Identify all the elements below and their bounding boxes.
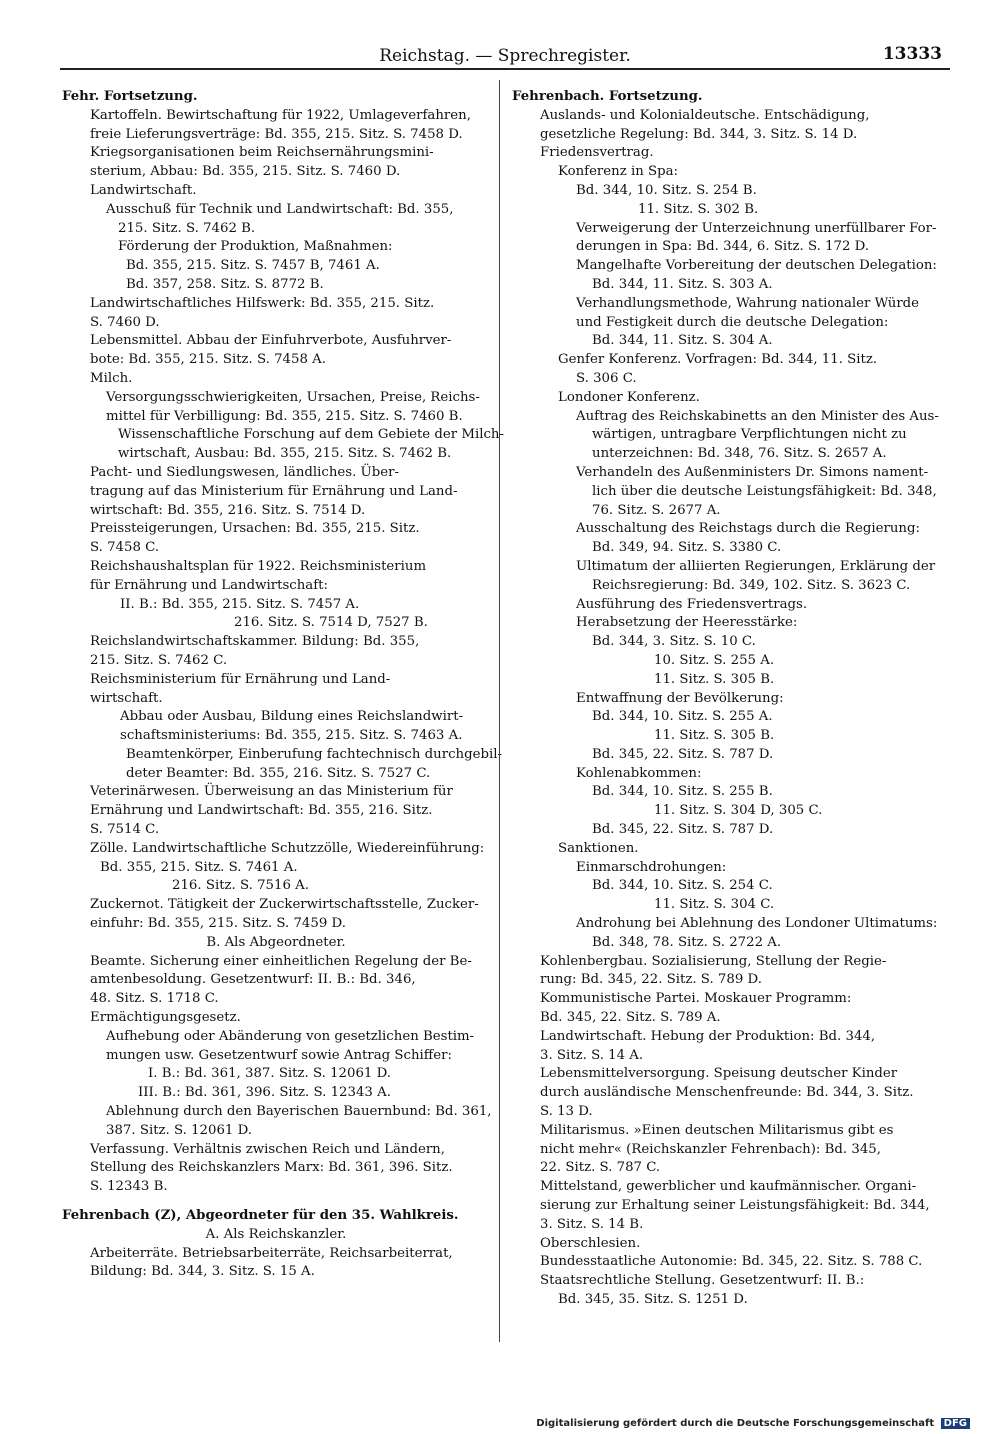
left-column-line: Stellung des Reichskanzlers Marx: Bd. 361, 396. Sitz. (90, 1160, 453, 1176)
left-column-line: S. 12343 B. (90, 1179, 168, 1195)
right-column-line: Londoner Konferenz. (558, 389, 700, 405)
left-column-line: Bd. 357, 258. Sitz. S. 8772 B. (126, 276, 324, 292)
section-heading: A. Als Reichskanzler. (205, 1226, 347, 1242)
left-column-line: Bd. 355, 215. Sitz. S. 7457 B, 7461 A. (126, 258, 380, 274)
right-column-line: S. 13 D. (540, 1104, 593, 1120)
left-column-line: Abbau oder Ausbau, Bildung eines Reichslandwirt- (120, 709, 464, 725)
left-column-line: tragung auf das Ministerium für Ernährung und Land- (90, 483, 458, 499)
right-column-line: Bundesstaatliche Autonomie: Bd. 345, 22. Sitz. S. 788 C. (540, 1254, 923, 1270)
left-column-line: Reichsministerium für Ernährung und Land- (90, 671, 391, 687)
right-column-line: Bd. 344, 3. Sitz. S. 10 C. (592, 634, 756, 650)
section-heading: B. Als Abgeordneter. (206, 934, 346, 950)
left-column-line: mungen usw. Gesetzentwurf sowie Antrag Schiffer: (106, 1047, 452, 1063)
right-column-line: Ausführung des Friedensvertrags. (576, 596, 808, 612)
right-column-line: 11. Sitz. S. 305 B. (654, 728, 775, 744)
right-column-line: Bd. 345, 35. Sitz. S. 1251 D. (558, 1292, 748, 1307)
right-column-line: Bd. 345, 22. Sitz. S. 787 D. (592, 822, 774, 838)
right-column-line: Kohlenabkommen: (576, 765, 702, 781)
footer-credit (536, 1418, 970, 1429)
right-column-line: Bd. 345, 22. Sitz. S. 789 A. (540, 1010, 721, 1026)
right-column-line: Lebensmittelversorgung. Speisung deutscher Kinder (540, 1066, 898, 1082)
left-column-line: deter Beamter: Bd. 355, 216. Sitz. S. 7527 C. (126, 765, 431, 781)
left-column-line: Ermächtigungsgesetz. (90, 1010, 241, 1026)
right-column-line: Verhandeln des Außenministers Dr. Simons nament- (576, 464, 929, 480)
left-column-line: Ablehnung durch den Bayerischen Bauernbund: Bd. 361, (106, 1104, 492, 1120)
left-column-line: Ausschuß für Technik und Landwirtschaft: Bd. 355, (106, 201, 454, 217)
left-column-line: 387. Sitz. S. 12061 D. (106, 1122, 253, 1138)
right-column-line: 22. Sitz. S. 787 C. (540, 1160, 661, 1176)
header-rule (60, 68, 950, 70)
left-column-line: Förderung der Produktion, Maßnahmen: (118, 239, 393, 255)
left-column-line: Reichshaushaltsplan für 1922. Reichsministerium (90, 558, 427, 574)
column-divider (499, 80, 500, 1342)
left-column-line: 216. Sitz. S. 7514 D, 7527 B. (234, 615, 428, 631)
left-column-line: Veterinärwesen. Überweisung an das Ministerium für (90, 784, 453, 800)
left-column-line: wirtschaft: Bd. 355, 216. Sitz. S. 7514 D. (90, 502, 366, 518)
right-column-line: Bd. 345, 22. Sitz. S. 787 D. (592, 746, 774, 762)
right-column-line: Verhandlungsmethode, Wahrung nationaler Würde (576, 295, 920, 311)
left-column-line: für Ernährung und Landwirtschaft: (90, 577, 328, 593)
right-column-line: Bd. 344, 10. Sitz. S. 255 B. (592, 784, 773, 800)
right-column-line: unterzeichnen: Bd. 348, 76. Sitz. S. 2657 A. (592, 446, 887, 462)
left-column-line: 48. Sitz. S. 1718 C. (90, 991, 219, 1007)
left-column-line: 215. Sitz. S. 7462 C. (90, 652, 228, 668)
right-column-line: Einmarschdrohungen: (576, 859, 727, 875)
left-column-line: Ernährung und Landwirtschaft: Bd. 355, 216. Sitz. (90, 803, 433, 819)
right-column-line: Auftrag des Reichskabinetts an den Minister des Aus- (576, 408, 939, 424)
right-column (512, 88, 942, 1310)
left-column-line: Preissteigerungen, Ursachen: Bd. 355, 215. Sitz. (90, 521, 420, 537)
left-column-line: Bd. 355, 215. Sitz. S. 7461 A. (100, 859, 298, 875)
left-column-line: S. 7458 C. (90, 540, 160, 556)
spacer (62, 1197, 490, 1207)
left-column (62, 88, 504, 1282)
left-column-line: Aufhebung oder Abänderung von gesetzlichen Bestim- (106, 1028, 475, 1044)
right-column-line: 10. Sitz. S. 255 A. (654, 652, 775, 668)
right-column-line: 11. Sitz. S. 304 C. (654, 897, 775, 913)
right-column-line: Reichsregierung: Bd. 349, 102. Sitz. S. 3623 C. (592, 577, 911, 593)
right-column-line: Kohlenbergbau. Sozialisierung, Stellung der Regie- (540, 953, 887, 969)
right-column-line: S. 306 C. (576, 370, 637, 386)
right-column-line: Bd. 344, 11. Sitz. S. 303 A. (592, 276, 773, 292)
right-column-line: Friedensvertrag. (540, 145, 654, 161)
right-column-line: 11. Sitz. S. 302 B. (638, 201, 759, 217)
right-column-line: Androhung bei Ablehnung des Londoner Ultimatums: (576, 916, 938, 932)
right-column-line: Landwirtschaft. Hebung der Produktion: Bd. 344, (540, 1028, 876, 1044)
right-column-line: Ultimatum der alliierten Regierungen, Erklärung der (576, 558, 936, 574)
right-column-line: Ausschaltung des Reichstags durch die Regierung: (576, 521, 920, 537)
right-column-line: Oberschlesien. (540, 1235, 641, 1251)
right-column-line: sierung zur Erhaltung seiner Leistungsfähigkeit: Bd. 344, (540, 1198, 930, 1214)
right-column-line: Mangelhafte Vorbereitung der deutschen Delegation: (576, 258, 937, 274)
right-column-line: 11. Sitz. S. 304 D, 305 C. (654, 803, 823, 819)
right-column-line: Staatsrechtliche Stellung. Gesetzentwurf: II. B.: (540, 1273, 865, 1289)
entry-heading: Fehrenbach (Z), Abgeordneter für den 35. Wahlkreis. (62, 1208, 459, 1224)
left-column-line: Beamtenkörper, Einberufung fachtechnisch durchgebil- (126, 746, 503, 762)
left-column-line: Landwirtschaft. (90, 182, 197, 198)
left-column-line: I. B.: Bd. 361, 387. Sitz. S. 12061 D. (148, 1066, 392, 1082)
left-column-line: bote: Bd. 355, 215. Sitz. S. 7458 A. (90, 352, 326, 368)
right-column-line: Bd. 349, 94. Sitz. S. 3380 C. (592, 540, 782, 556)
left-column-line: Lebensmittel. Abbau der Einfuhrverbote, Ausfuhrver- (90, 333, 452, 349)
right-column-line: Genfer Konferenz. Vorfragen: Bd. 344, 11. Sitz. (558, 352, 878, 368)
right-column-line: und Festigkeit durch die deutsche Delegation: (576, 314, 889, 330)
left-column-line: mittel für Verbilligung: Bd. 355, 215. Sitz. S. 7460 B. (106, 408, 463, 424)
right-column-line: rung: Bd. 345, 22. Sitz. S. 789 D. (540, 972, 762, 988)
right-column-line: Kommunistische Partei. Moskauer Programm: (540, 991, 852, 1007)
entry-heading: Fehr. Fortsetzung. (62, 89, 198, 104)
left-column-line: 215. Sitz. S. 7462 B. (118, 220, 256, 236)
left-column-line: sterium, Abbau: Bd. 355, 215. Sitz. S. 7460 D. (90, 164, 401, 180)
right-column-line: Bd. 344, 10. Sitz. S. 254 C. (592, 878, 773, 894)
left-column-line: schaftsministeriums: Bd. 355, 215. Sitz. S. 7463 A. (120, 728, 463, 744)
entry-heading: Fehrenbach. Fortsetzung. (512, 89, 703, 104)
left-column-line: II. B.: Bd. 355, 215. Sitz. S. 7457 A. (120, 596, 360, 612)
left-column-line: Zölle. Landwirtschaftliche Schutzzölle, Wiedereinführung: (90, 840, 485, 856)
left-column-line: Versorgungsschwierigkeiten, Ursachen, Preise, Reichs- (106, 389, 480, 405)
left-column-line: freie Lieferungsverträge: Bd. 355, 215. Sitz. S. 7458 D. (90, 126, 463, 142)
page-number: 13333 (882, 44, 942, 64)
left-column-line: 216. Sitz. S. 7516 A. (172, 878, 309, 894)
right-column-line: gesetzliche Regelung: Bd. 344, 3. Sitz. S. 14 D. (540, 126, 858, 142)
right-column-line: Verweigerung der Unterzeichnung unerfüllbarer For- (576, 220, 937, 236)
left-column-line: wirtschaft. (90, 690, 163, 706)
left-column-line: Landwirtschaftliches Hilfswerk: Bd. 355, 215. Sitz. (90, 295, 435, 311)
left-column-line: Reichslandwirtschaftskammer. Bildung: Bd. 355, (90, 634, 420, 650)
left-column-line: Arbeiterräte. Betriebsarbeiterräte, Reichsarbeiterrat, (90, 1245, 453, 1261)
footer-text: Digitalisierung gefördert durch die Deutsche Forschungsgemeinschaft (536, 1418, 935, 1429)
right-column-line: Entwaffnung der Bevölkerung: (576, 690, 784, 706)
left-column-line: einfuhr: Bd. 355, 215. Sitz. S. 7459 D. (90, 916, 346, 932)
right-column-line: Bd. 344, 11. Sitz. S. 304 A. (592, 333, 773, 349)
left-column-line: Kartoffeln. Bewirtschaftung für 1922, Umlageverfahren, (90, 107, 471, 123)
right-column-line: Auslands- und Kolonialdeutsche. Entschädigung, (540, 107, 870, 123)
right-column-line: Bd. 344, 10. Sitz. S. 255 A. (592, 709, 773, 725)
right-column-line: Sanktionen. (558, 840, 639, 856)
right-column-line: nicht mehr« (Reichskanzler Fehrenbach): Bd. 345, (540, 1141, 881, 1157)
right-column-line: derungen in Spa: Bd. 344, 6. Sitz. S. 172 D. (576, 239, 870, 255)
running-title: Reichstag. — Sprechregister. (379, 46, 631, 66)
right-column-line: Bd. 348, 78. Sitz. S. 2722 A. (592, 934, 782, 950)
right-column-line: 76. Sitz. S. 2677 A. (592, 502, 721, 518)
right-column-line: 11. Sitz. S. 305 B. (654, 671, 775, 687)
right-column-line: Bd. 344, 10. Sitz. S. 254 B. (576, 182, 757, 198)
right-column-line: Herabsetzung der Heeresstärke: (576, 615, 798, 631)
page-header (60, 44, 950, 68)
left-column-line: S. 7514 C. (90, 822, 160, 838)
dfg-logo: DFG (941, 1418, 970, 1429)
left-column-line: Zuckernot. Tätigkeit der Zuckerwirtschaftsstelle, Zucker- (90, 897, 479, 913)
left-column-line: Pacht- und Siedlungswesen, ländliches. Über- (90, 464, 399, 480)
right-column-line: lich über die deutsche Leistungsfähigkeit: Bd. 348, (592, 483, 937, 499)
right-column-line: durch ausländische Menschenfreunde: Bd. 344, 3. Sitz. (540, 1085, 914, 1101)
right-column-line: 3. Sitz. S. 14 A. (540, 1047, 644, 1063)
right-column-line: Mittelstand, gewerblicher und kaufmännischer. Organi- (540, 1179, 917, 1195)
left-column-line: Milch. (90, 370, 133, 386)
left-column-line: amtenbesoldung. Gesetzentwurf: II. B.: Bd. 346, (90, 972, 416, 988)
left-column-line: Wissenschaftliche Forschung auf dem Gebiete der Milch- (118, 427, 504, 443)
right-column-line: wärtigen, untragbare Verpflichtungen nicht zu (592, 427, 907, 443)
left-column-line: Bildung: Bd. 344, 3. Sitz. S. 15 A. (90, 1264, 315, 1280)
right-column-line: Militarismus. »Einen deutschen Militarismus gibt es (540, 1122, 894, 1138)
left-column-line: III. B.: Bd. 361, 396. Sitz. S. 12343 A. (138, 1085, 391, 1101)
left-column-line: Verfassung. Verhältnis zwischen Reich und Ländern, (90, 1141, 445, 1157)
right-column-line: Konferenz in Spa: (558, 164, 679, 180)
left-column-line: Kriegsorganisationen beim Reichsernährungsmini- (90, 145, 434, 161)
left-column-line: S. 7460 D. (90, 314, 160, 330)
left-column-line: Beamte. Sicherung einer einheitlichen Regelung der Be- (90, 953, 472, 969)
left-column-line: wirtschaft, Ausbau: Bd. 355, 215. Sitz. S. 7462 B. (118, 446, 452, 462)
right-column-line: 3. Sitz. S. 14 B. (540, 1216, 644, 1232)
